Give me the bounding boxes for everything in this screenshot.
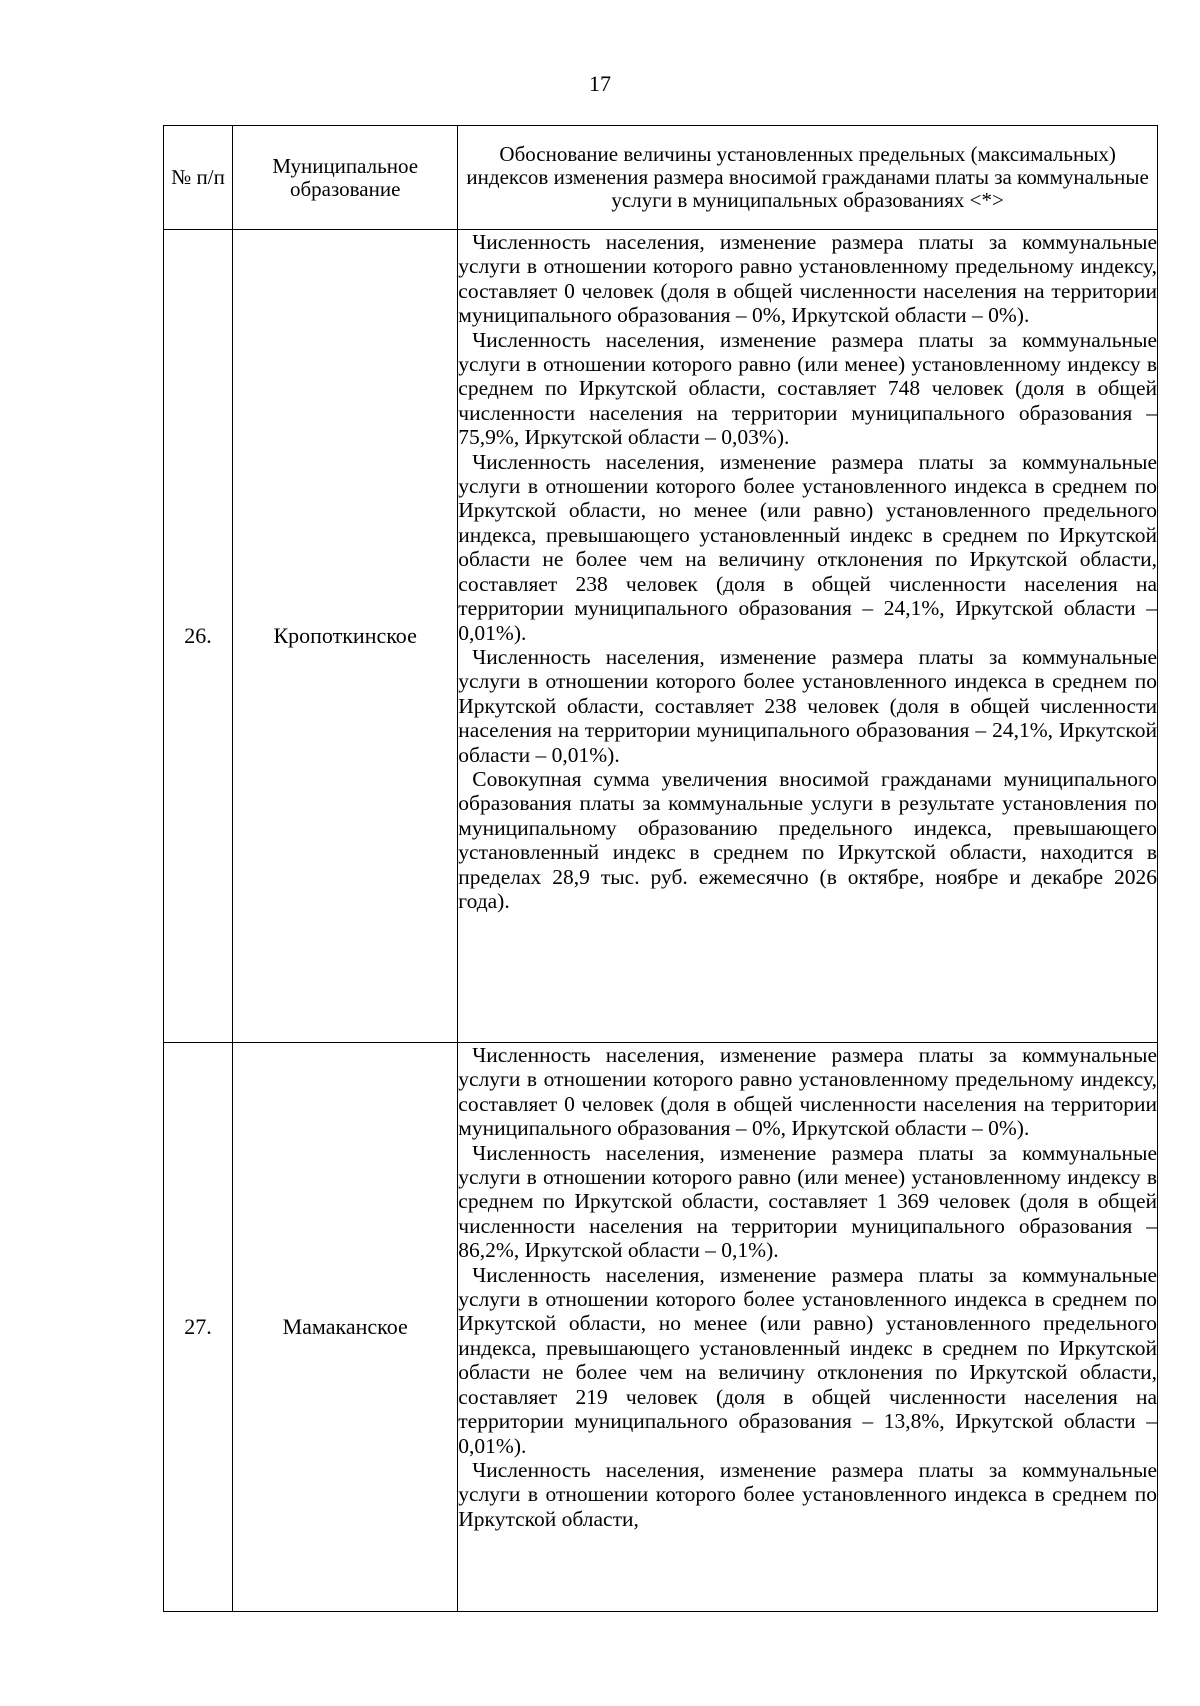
row-justification bbox=[458, 230, 1158, 1043]
header-number: № п/п bbox=[164, 126, 233, 230]
row-number: 26. bbox=[164, 230, 233, 1043]
row-justification bbox=[458, 1043, 1158, 1612]
justification-paragraph: Численность населения, изменение размера платы за коммунальные услуги в отношении которого равно установленному предельному индексу, составляет 0 человек (доля в общей численности населения на территории муниципального образования – 0%, Иркутской области – 0%). bbox=[458, 230, 1157, 328]
row-municipality: Кропоткинское bbox=[233, 230, 458, 1043]
justification-paragraph: Совокупная сумма увеличения вносимой гражданами муниципального образования платы за коммунальные услуги в результате установления по муниципальному образованию предельного индекса, превышающего установленный индекс в среднем по Иркутской области, находится в пределах 28,9 тыс. руб. ежемесячно (в октябре, ноябре и декабре 2026 года). bbox=[458, 766, 1157, 913]
header-municipality: Муниципальное образование bbox=[233, 126, 458, 230]
justification-paragraph: Численность населения, изменение размера платы за коммунальные услуги в отношении которого более установленного индекса в среднем по Иркутской области, bbox=[458, 1457, 1157, 1531]
justification-paragraph: Численность населения, изменение размера платы за коммунальные услуги в отношении которого более установленного индекса в среднем по Иркутской области, но менее (или равно) установленного предельного индекса, превышающего установленный индекс в среднем по Иркутской области не более чем на величину отклонения по Иркутской области, составляет 219 человек (доля в общей численности населения на территории муниципального образования – 13,8%, Иркутской области – 0,01%). bbox=[458, 1262, 1157, 1458]
justification-paragraph: Численность населения, изменение размера платы за коммунальные услуги в отношении которого равно (или менее) установленному индексу в среднем по Иркутской области, составляет 748 человек (доля в общей численности населения на территории муниципального образования – 75,9%, Иркутской области – 0,03%). bbox=[458, 327, 1157, 450]
table-row bbox=[164, 230, 1158, 1043]
row-number: 27. bbox=[164, 1043, 233, 1612]
row-municipality: Мамаканское bbox=[233, 1043, 458, 1612]
page-number: 17 bbox=[589, 71, 611, 96]
justification-paragraph: Численность населения, изменение размера платы за коммунальные услуги в отношении которого более установленного индекса в среднем по Иркутской области, но менее (или равно) установленного предельного индекса, превышающего установленный индекс в среднем по Иркутской области не более чем на величину отклонения по Иркутской области, составляет 238 человек (доля в общей численности населения на территории муниципального образования – 24,1%, Иркутской области – 0,01%). bbox=[458, 449, 1157, 645]
header-justification: Обоснование величины установленных предельных (максимальных) индексов изменения размера вносимой гражданами платы за коммунальные услуги в муниципальных образованиях <*> bbox=[458, 126, 1158, 230]
justification-paragraph: Численность населения, изменение размера платы за коммунальные услуги в отношении которого равно установленному предельному индексу, составляет 0 человек (доля в общей численности населения на территории муниципального образования – 0%, Иркутской области – 0%). bbox=[458, 1043, 1157, 1141]
justification-table bbox=[163, 125, 1158, 1612]
table-row bbox=[164, 1043, 1158, 1612]
justification-paragraph: Численность населения, изменение размера платы за коммунальные услуги в отношении которого равно (или менее) установленному индексу в среднем по Иркутской области, составляет 1 369 человек (доля в общей численности населения на территории муниципального образования – 86,2%, Иркутской области – 0,1%). bbox=[458, 1140, 1157, 1263]
justification-paragraph: Численность населения, изменение размера платы за коммунальные услуги в отношении которого более установленного индекса в среднем по Иркутской области, составляет 238 человек (доля в общей численности населения на территории муниципального образования – 24,1%, Иркутской области – 0,01%). bbox=[458, 644, 1157, 767]
table-header-row bbox=[164, 126, 1158, 230]
